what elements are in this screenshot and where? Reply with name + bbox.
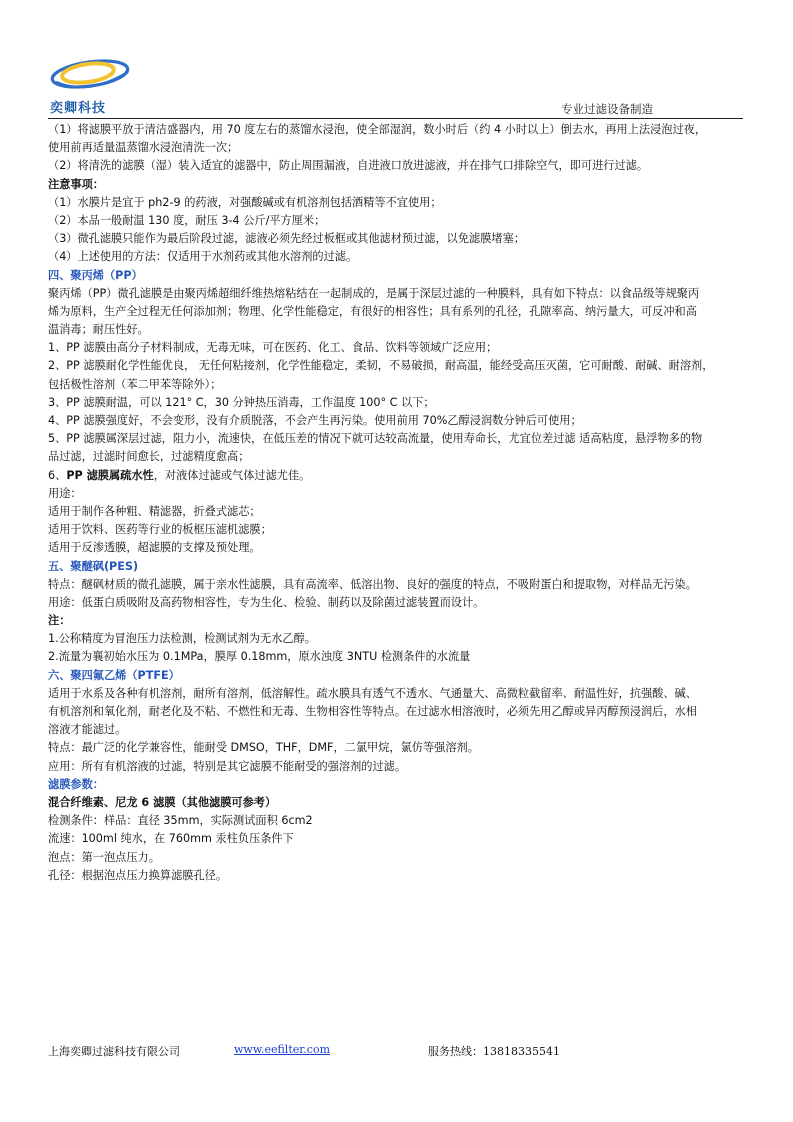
paragraph bbox=[48, 867, 748, 885]
paragraph bbox=[48, 412, 748, 430]
text-line: 泡点：第一泡点压力。 bbox=[48, 850, 160, 864]
paragraph bbox=[48, 849, 748, 867]
text-line: 特点：最广泛的化学兼容性，能耐受 DMSO，THF，DMF，二氯甲烷，氯仿等强溶剂。 bbox=[48, 741, 479, 755]
section-heading bbox=[48, 776, 748, 794]
text-line: （1）水膜片是宜于 ph2-9 的药液，对强酸碱或有机溶剂包括酒精等不宜使用； bbox=[48, 195, 442, 209]
paragraph bbox=[48, 430, 748, 466]
text-line: 3、PP 滤膜耐温，可以 121° C，30 分钟热压消毒，工作温度 100° C 以下； bbox=[48, 395, 435, 409]
paragraph bbox=[48, 212, 748, 230]
bold-heading bbox=[48, 794, 748, 812]
header-tagline: 专业过滤设备制造 bbox=[561, 102, 653, 116]
text-line: 注： bbox=[48, 614, 71, 628]
paragraph bbox=[48, 394, 748, 412]
text-line: （2）本品一般耐温 130 度，耐压 3-4 公斤/平方厘米； bbox=[48, 213, 326, 227]
text-line: 品过滤，过滤时间愈长，过滤精度愈高； bbox=[48, 450, 250, 464]
section-heading bbox=[48, 267, 748, 285]
inline-text: ，对液体过滤或气体过滤尤佳。 bbox=[153, 468, 311, 482]
text-line: 适用于饮料、医药等行业的板框压滤机滤膜； bbox=[48, 523, 272, 537]
logo-text: 奕卿科技 bbox=[50, 101, 107, 116]
paragraph bbox=[48, 339, 748, 357]
text-line: 4、PP 滤膜强度好，不会变形，没有介质脱落，不会产生再污染。使用前用 70%乙醇浸润数分钟后可使用； bbox=[48, 414, 582, 427]
paragraph bbox=[48, 521, 748, 539]
paragraph bbox=[48, 739, 748, 757]
text-line: 聚丙烯（PP）微孔滤膜是由聚丙烯超细纤维热熔粘结在一起制成的，是属于深层过滤的一种膜料，具有如下特点：以食品级等规聚丙 bbox=[48, 286, 700, 300]
paragraph bbox=[48, 230, 748, 248]
inline-text: 6、 bbox=[48, 468, 67, 482]
paragraph bbox=[48, 248, 748, 266]
text-line: （2）将清洗的滤膜（湿）装入适宜的滤器中，防止周围漏液，自进液口放进滤液，并在排气口排除空气，即可进行过滤。 bbox=[48, 159, 649, 173]
paragraph bbox=[48, 630, 748, 648]
text-line: 流速：100ml 纯水，在 760mm 汞柱负压条件下 bbox=[48, 832, 294, 846]
emphasized-text: PP 滤膜属疏水性 bbox=[66, 468, 154, 482]
text-line: 五、聚醚砜(PES) bbox=[48, 559, 139, 573]
text-line: 适用于水系及各种有机溶剂，耐所有溶剂，低溶解性。疏水膜具有透气不透水、气通量大、高微粒截留率、耐温性好，抗强酸、碱、 bbox=[48, 686, 697, 700]
text-line: 孔径：根据泡点压力换算滤膜孔径。 bbox=[48, 868, 228, 882]
document-body bbox=[48, 121, 748, 885]
text-line: 2.流量为襄初始水压为 0.1MPa，膜厚 0.18mm，原水浊度 3NTU 检测条件的水流量 bbox=[48, 650, 471, 664]
paragraph bbox=[48, 503, 748, 521]
paragraph bbox=[48, 539, 748, 557]
text-line: 应用：所有有机溶液的过滤，特别是其它滤膜不能耐受的强溶剂的过滤。 bbox=[48, 759, 407, 773]
text-line: 使用前再适量温蒸馏水浸泡清洗一次； bbox=[48, 141, 239, 155]
text-line: 烯为原料，生产全过程无任何添加剂；物理、化学性能稳定，有很好的相容性；具有系列的孔径，孔隙率高、纳污量大，可反冲和高 bbox=[48, 304, 697, 318]
text-line: 注意事项： bbox=[48, 177, 104, 191]
text-line: 1.公称精度为冒泡压力法检测，检测试剂为无水乙醇。 bbox=[48, 632, 316, 646]
paragraph bbox=[48, 485, 748, 503]
text-line: 2、PP 滤膜耐化学性能优良， 无任何粘接剂，化学性能稳定，柔韧，不易破损，耐高温，能经受高压灭菌，它可耐酸、耐碱、耐溶剂， bbox=[48, 359, 714, 373]
text-line: 混合纤维素、尼龙 6 滤膜（其他滤膜可参考） bbox=[48, 795, 277, 809]
text-line bbox=[48, 467, 748, 485]
paragraph bbox=[48, 576, 748, 594]
text-line: 特点：醚砜材质的微孔滤膜，属于亲水性滤膜，具有高流率、低溶出物、良好的强度的特点，不吸附蛋白和提取物，对样品无污染。 bbox=[48, 577, 697, 591]
page-footer bbox=[48, 1043, 748, 1059]
paragraph bbox=[48, 467, 748, 485]
footer-website-link[interactable]: www.eefilter.com bbox=[234, 1043, 331, 1056]
section-heading bbox=[48, 667, 748, 685]
bold-heading bbox=[48, 612, 748, 630]
text-line: 适用于反渗透膜，超滤膜的支撑及预处理。 bbox=[48, 541, 261, 555]
section-heading bbox=[48, 558, 748, 576]
paragraph bbox=[48, 758, 748, 776]
text-line: 5、PP 滤膜属深层过滤，阻力小，流速快，在低压差的情况下就可达较高流量，使用寿命长，尤宜位差过滤 适高粘度，悬浮物多的物 bbox=[48, 432, 703, 446]
text-line: （1）将滤膜平放于清洁盛器内，用 70 度左右的蒸馏水浸泡，使全部湿润，数小时后（约 4 小时以上）倒去水，再用上法浸泡过夜， bbox=[48, 123, 707, 136]
paragraph bbox=[48, 648, 748, 666]
text-line: 用途：低蛋白质吸附及高药物相容性，专为生化、检验、制药以及除菌过滤装置而设计。 bbox=[48, 595, 485, 609]
text-line: 有机溶剂和氧化剂，耐老化及不粘、不燃性和无毒、生物相容性等特点。在过滤水相溶液时，必须先用乙醇或异丙醇预浸润后，水相 bbox=[48, 705, 697, 718]
text-line: 溶液才能滤过。 bbox=[48, 723, 127, 737]
text-line: （3）微孔滤膜只能作为最后阶段过滤，滤液必须先经过板框或其他滤材预过滤，以免滤膜堵塞； bbox=[48, 232, 525, 246]
paragraph bbox=[48, 194, 748, 212]
text-line: 适用于制作各种粗、精滤器，折叠式滤芯； bbox=[48, 504, 261, 518]
paragraph bbox=[48, 121, 748, 157]
paragraph bbox=[48, 357, 748, 393]
paragraph bbox=[48, 685, 748, 740]
paragraph bbox=[48, 830, 748, 848]
text-line: （4）上述使用的方法：仅适用于水剂药或其他水溶剂的过滤。 bbox=[48, 250, 358, 264]
paragraph bbox=[48, 157, 748, 175]
text-line: 1、PP 滤膜由高分子材料制成，无毒无味，可在医药、化工、食品、饮料等领域广泛应用； bbox=[48, 341, 498, 355]
text-line: 滤膜参数： bbox=[48, 777, 104, 791]
text-line: 四、聚丙烯（PP） bbox=[48, 268, 143, 282]
text-line: 用途： bbox=[48, 486, 82, 500]
logo-orbit-icon bbox=[48, 52, 134, 98]
text-line: 检测条件：样品：直径 35mm，实际测试面积 6cm2 bbox=[48, 814, 313, 828]
bold-heading bbox=[48, 176, 748, 194]
footer-service-hotline: 服务热线：13818335541 bbox=[428, 1045, 560, 1058]
text-line: 六、聚四氟乙烯（PTFE） bbox=[48, 668, 180, 682]
text-line: 温消毒；耐压性好。 bbox=[48, 323, 149, 337]
paragraph bbox=[48, 594, 748, 612]
header-divider bbox=[48, 118, 743, 119]
footer-company-name: 上海奕卿过滤科技有限公司 bbox=[48, 1045, 180, 1058]
company-logo bbox=[42, 52, 138, 118]
paragraph bbox=[48, 812, 748, 830]
text-line: 包括极性溶剂（苯二甲苯等除外）； bbox=[48, 377, 222, 391]
paragraph bbox=[48, 285, 748, 340]
